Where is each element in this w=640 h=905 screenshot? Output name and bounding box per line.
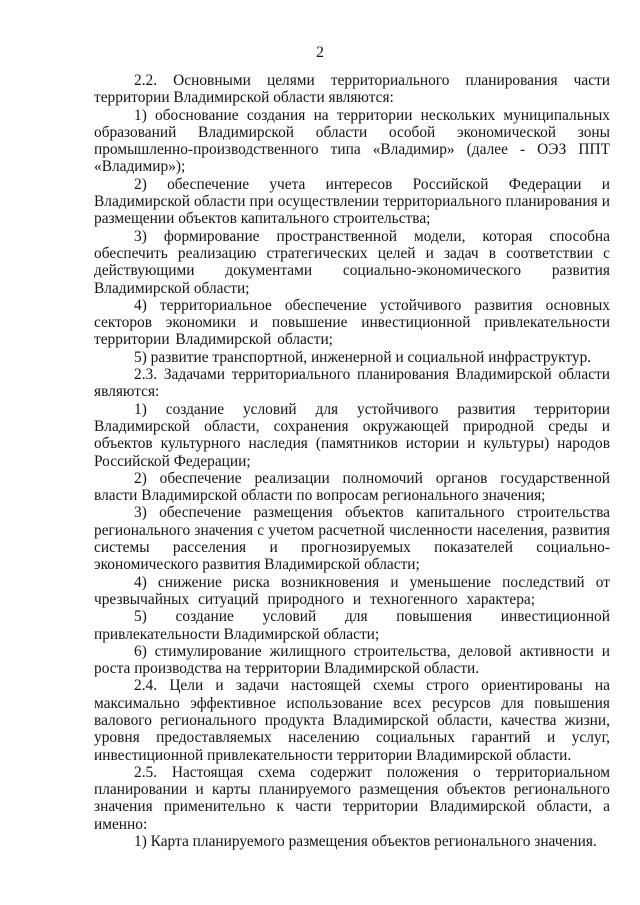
document-body [94,72,610,850]
goal-item-1: 1) обоснование создания на территории нескольких муниципальных образований Владимирской области особой экономической зоны промышленно-производственного типа «Владимир» (далее - ОЭЗ ППТ «Владимир»); [94,106,610,176]
task-item-6: 6) стимулирование жилищного строительства, деловой активности и роста производства на территории Владимирской области. [94,642,610,678]
task-item-3: 3) обеспечение размещения объектов капитального строительства регионального значения с учетом расчетной численности населения, развития системы расселения и прогнозируемых показателей социально-экономического развития Владимирской области; [94,504,610,574]
task-item-4: 4) снижение риска возникновения и уменьшение последствий от чрезвычайных ситуаций природного и техногенного характера; [94,573,610,608]
task-item-5: 5) создание условий для повышения инвестиционной привлекательности Владимирской области; [94,608,610,643]
paragraph-2-4: 2.4. Цели и задачи настоящей схемы строго ориентированы на максимально эффективное использование всех ресурсов для повышения валового регионального продукта Владимирской области, качества жизни, уровня предоставляемых населению социальных гарантий и услуг, инвестиционной привлекательности территории Владимирской области. [94,677,610,764]
map-item-1: 1) Карта планируемого размещения объектов регионального значения. [134,833,597,851]
paragraph-2-3: 2.3. Задачами территориального планирования Владимирской области являются: [94,366,610,401]
task-item-2: 2) обеспечение реализации полномочий органов государственной власти Владимирской области по вопросам регионального значения; [94,469,610,505]
goal-item-3: 3) формирование пространственной модели, которая способна обеспечить реализацию стратегических целей и задач в соответствии с действующими документами социально-экономического развития Владимирской области; [94,227,610,297]
paragraph-2-5: 2.5. Настоящая схема содержит положения о территориальном планировании и карты планируемого размещения объектов регионального значения применительно к части территории Владимирской области, а именно: [94,763,610,833]
goal-item-2: 2) обеспечение учета интересов Российской Федерации и Владимирской области при осуществлении территориального планирования и размещении объектов капитального строительства; [94,175,610,228]
goal-item-4: 4) территориальное обеспечение устойчивого развития основных секторов экономики и повышение инвестиционной привлекательности территории Владимирской области; [94,296,610,349]
page-number: 2 [316,44,324,61]
goal-item-5: 5) развитие транспортной, инженерной и социальной инфраструктур. [134,348,592,366]
task-item-1: 1) создание условий для устойчивого развития территории Владимирской области, сохранения окружающей природной среды и объектов культурного наследия (памятников истории и культуры) народов Российской Федерации; [94,400,610,470]
paragraph-2-2: 2.2. Основными целями территориального планирования части территории Владимирской области являются: [94,72,610,107]
